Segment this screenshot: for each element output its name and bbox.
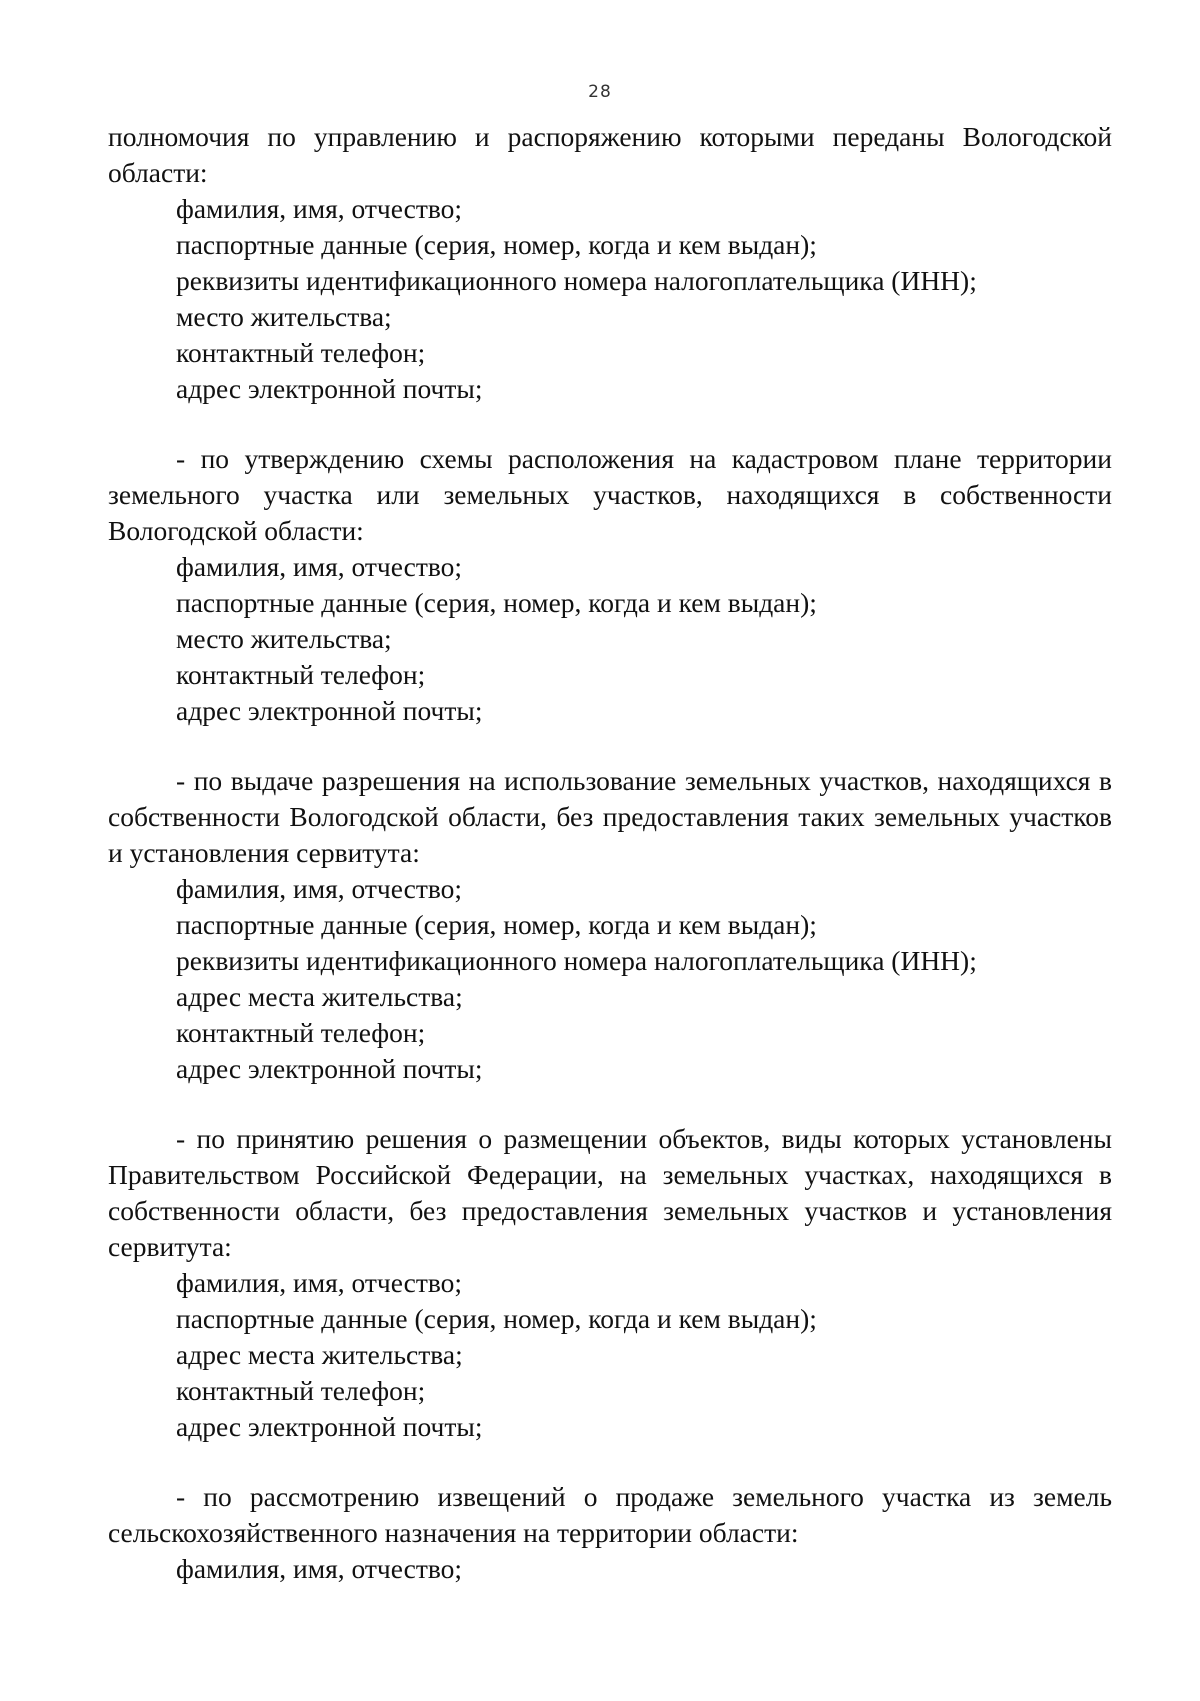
list-item: адрес электронной почты;	[176, 373, 483, 404]
list-item: фамилия, имя, отчество;	[176, 1553, 463, 1584]
list-item: контактный телефон;	[176, 659, 426, 690]
list-item: адрес места жительства;	[176, 1339, 463, 1370]
list-item: фамилия, имя, отчество;	[176, 873, 463, 904]
section-lead-text: - по выдаче разрешения на использование земельных участков, находящихся в собственности Вологодской области, без предоставления таких земельных участков и установления сервитута:	[108, 765, 1112, 868]
list-item: место жительства;	[176, 623, 392, 654]
page-number: 28	[588, 82, 612, 102]
list-item: адрес электронной почты;	[176, 1411, 483, 1442]
section-lead-text: полномочия по управлению и распоряжению которыми переданы Вологодской области:	[108, 121, 1112, 188]
list-item: место жительства;	[176, 301, 392, 332]
list-item: реквизиты идентификационного номера налогоплательщика (ИНН);	[176, 945, 977, 976]
list-item: фамилия, имя, отчество;	[176, 193, 463, 224]
list-item: паспортные данные (серия, номер, когда и кем выдан);	[176, 587, 817, 618]
list-item: адрес места жительства;	[176, 981, 463, 1012]
list-item: паспортные данные (серия, номер, когда и кем выдан);	[176, 909, 817, 940]
list-item: контактный телефон;	[176, 1017, 426, 1048]
list-item: паспортные данные (серия, номер, когда и кем выдан);	[176, 229, 817, 260]
section-lead-text: - по утверждению схемы расположения на кадастровом плане территории земельного участка или земельных участков, находящихся в собственности Вологодской области:	[108, 443, 1112, 546]
list-item: контактный телефон;	[176, 337, 426, 368]
list-item: паспортные данные (серия, номер, когда и кем выдан);	[176, 1303, 817, 1334]
list-item: адрес электронной почты;	[176, 1053, 483, 1084]
list-item: контактный телефон;	[176, 1375, 426, 1406]
list-item: адрес электронной почты;	[176, 695, 483, 726]
document-body	[108, 119, 1112, 1587]
list-item: фамилия, имя, отчество;	[176, 1267, 463, 1298]
list-item: фамилия, имя, отчество;	[176, 551, 463, 582]
list-item: реквизиты идентификационного номера налогоплательщика (ИНН);	[176, 265, 977, 296]
section-lead-text: - по принятию решения о размещении объектов, виды которых установлены Правительством Российской Федерации, на земельных участках, находящихся в собственности области, без предоставления земельных участков и установления сервитута:	[108, 1123, 1112, 1262]
section-lead-text: - по рассмотрению извещений о продаже земельного участка из земель сельскохозяйственного назначения на территории области:	[108, 1481, 1112, 1548]
